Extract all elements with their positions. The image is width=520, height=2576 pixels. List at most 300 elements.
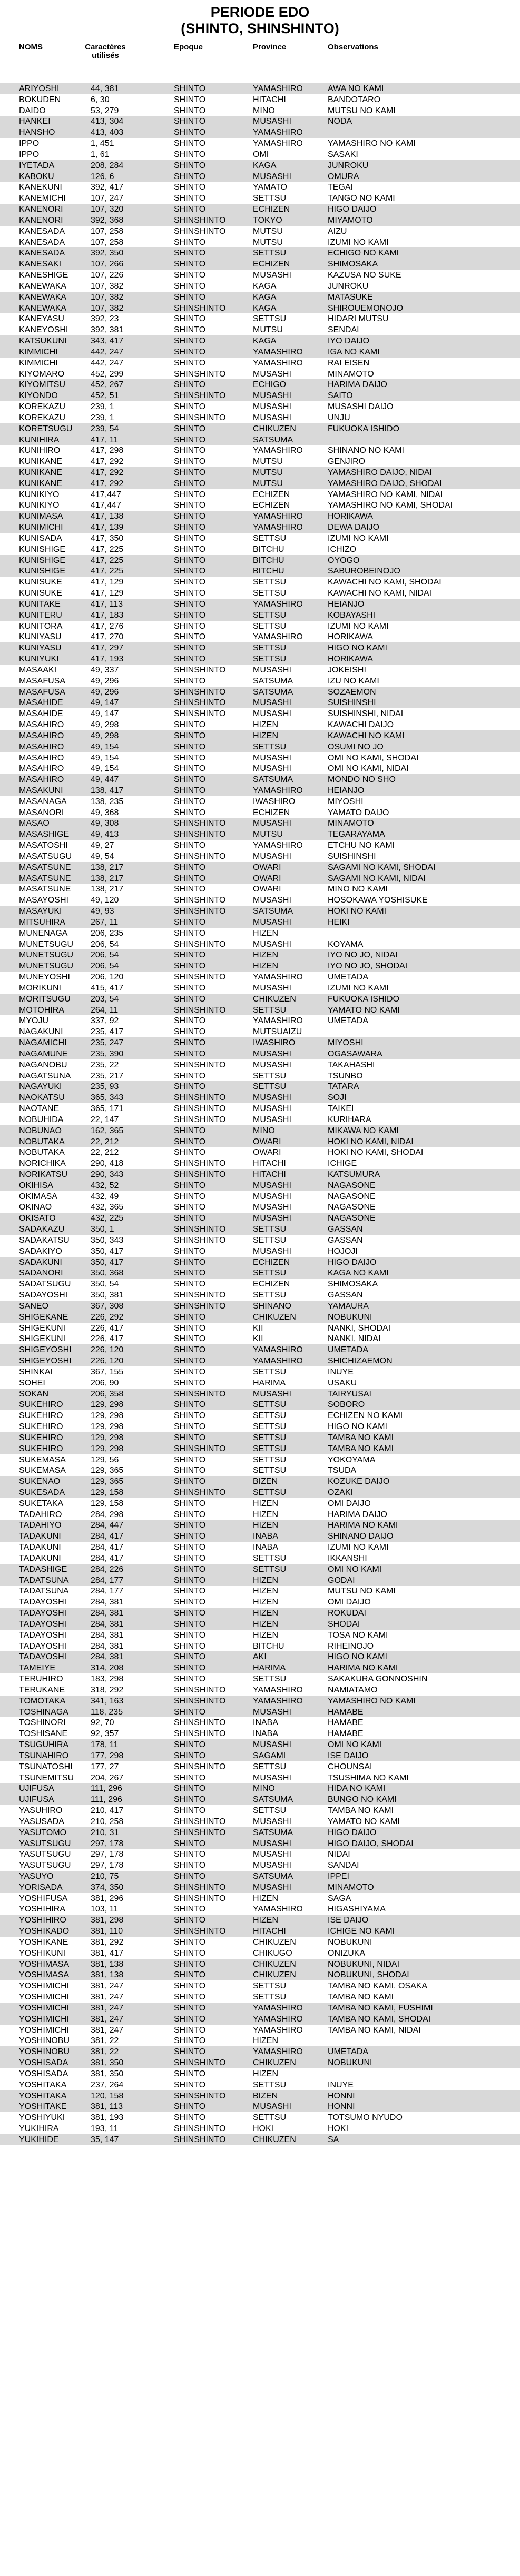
cell-name: TADAYOSHI <box>19 1630 67 1640</box>
cell-province: MUSASHI <box>253 917 291 927</box>
cell-observations: SOZAEMON <box>328 687 376 697</box>
cell-province: OWARI <box>253 1148 281 1157</box>
cell-observations: IKKANSHI <box>328 1553 367 1563</box>
cell-province: HIZEN <box>253 1510 278 1519</box>
page-subtitle: (SHINTO, SHINSHINTO) <box>181 21 339 36</box>
cell-characters: 49, 296 <box>91 687 119 697</box>
cell-province: SETTSU <box>253 1422 287 1432</box>
cell-name: MASAYOSHI <box>19 896 68 905</box>
table-row <box>0 2035 520 2046</box>
cell-characters: 381, 113 <box>91 2102 123 2112</box>
cell-name: NAGAYUKI <box>19 1082 62 1092</box>
cell-name: YUKIHIDE <box>19 2135 59 2144</box>
cell-characters: 381, 247 <box>91 2003 124 2013</box>
cell-characters: 381, 417 <box>91 1948 124 1958</box>
cell-observations: MUSASHI DAIJO <box>328 402 394 412</box>
cell-characters: 49, 54 <box>91 851 114 861</box>
table-row <box>0 1542 520 1553</box>
cell-observations: MINAMOTO <box>328 819 374 828</box>
cell-province: YAMATO <box>253 183 287 192</box>
cell-characters: 129, 56 <box>91 1455 119 1464</box>
table-row <box>0 1465 520 1476</box>
cell-observations: MUTSU NO KAMI <box>328 106 396 115</box>
cell-characters: 49, 368 <box>91 808 119 817</box>
cell-era: SHINTO <box>174 599 206 609</box>
cell-characters: 1, 61 <box>91 150 110 159</box>
cell-name: KANEWAKA <box>19 292 67 302</box>
cell-province: HITACHI <box>253 95 286 104</box>
table-row <box>0 160 520 171</box>
cell-characters: 417, 225 <box>91 556 124 565</box>
cell-characters: 203, 54 <box>91 994 119 1004</box>
cell-characters: 235, 93 <box>91 1082 119 1092</box>
table-row <box>0 818 520 829</box>
table-row <box>0 1520 520 1531</box>
cell-name: KIMMICHI <box>19 358 58 368</box>
cell-characters: 381, 298 <box>91 1916 124 1925</box>
cell-characters: 183, 298 <box>91 1675 124 1684</box>
cell-era: SHINTO <box>174 1433 206 1442</box>
cell-province: YAMASHIRO <box>253 512 303 521</box>
cell-era: SHINSHINTO <box>174 2135 226 2144</box>
cell-characters: 350, 381 <box>91 1291 124 1300</box>
cell-observations: SUISHINSHI <box>328 698 376 708</box>
cell-province: ECHIZEN <box>253 205 290 214</box>
table-row <box>0 303 520 314</box>
cell-era: SHINSHINTO <box>174 1828 226 1837</box>
cell-name: TADAYOSHI <box>19 1641 67 1651</box>
cell-name: SHIGEKANE <box>19 1312 68 1322</box>
cell-era: SHINTO <box>174 325 206 335</box>
cell-era: SHINTO <box>174 1630 206 1640</box>
table-row <box>0 2025 520 2036</box>
cell-province: IWASHIRO <box>253 1038 296 1048</box>
cell-era: SHINTO <box>174 1411 206 1421</box>
cell-era: SHINTO <box>174 2102 206 2112</box>
cell-province: MUSASHI <box>253 1115 291 1124</box>
table-row <box>0 960 520 972</box>
cell-era: SHINTO <box>174 1356 206 1366</box>
cell-era: SHINTO <box>174 424 206 433</box>
cell-province: SETTSU <box>253 1400 287 1410</box>
table-row <box>0 1378 520 1389</box>
cell-name: NAGAKUNI <box>19 1027 63 1037</box>
cell-characters: 350, 343 <box>91 1235 124 1245</box>
cell-observations: OMI DAIJO <box>328 1499 371 1508</box>
cell-province: MUSASHI <box>253 1214 291 1223</box>
cell-province: MUSASHI <box>253 1093 291 1103</box>
cell-era: SHINSHINTO <box>174 303 226 313</box>
cell-era: SHINSHINTO <box>174 1685 226 1695</box>
table-row <box>0 1805 520 1816</box>
cell-province: MUSASHI <box>253 764 291 774</box>
cell-era: SHINTO <box>174 676 206 686</box>
cell-era: SHINTO <box>174 2025 206 2035</box>
cell-characters: 129, 365 <box>91 1477 124 1487</box>
cell-observations: OMI NO KAMI <box>328 1740 382 1750</box>
header-province: Province <box>253 43 287 52</box>
cell-era: SHINSHINTO <box>174 1444 226 1453</box>
cell-name: MASANORI <box>19 808 64 817</box>
cell-characters: 284, 381 <box>91 1641 124 1651</box>
cell-characters: 53, 279 <box>91 106 119 115</box>
table-row <box>0 2068 520 2079</box>
cell-province: MUSASHI <box>253 1181 291 1190</box>
cell-name: BOKUDEN <box>19 95 61 104</box>
cell-observations: HIGO NO KAMI <box>328 643 387 653</box>
table-row <box>0 1608 520 1619</box>
cell-era: SHINTO <box>174 150 206 159</box>
table-row <box>0 1389 520 1400</box>
cell-characters: 210, 75 <box>91 1871 119 1881</box>
cell-province: SETTSU <box>253 1553 287 1563</box>
cell-observations: AIZU <box>328 226 347 236</box>
cell-observations: YAMAURA <box>328 1301 369 1311</box>
cell-era: SHINTO <box>174 1532 206 1541</box>
cell-name: KUNIKANE <box>19 457 62 467</box>
cell-observations: ICHIZO <box>328 544 357 554</box>
cell-name: MOTOHIRA <box>19 1005 64 1015</box>
cell-name: NOBUHIDA <box>19 1115 64 1124</box>
cell-characters: 452, 51 <box>91 391 119 401</box>
cell-observations: SHICHIZAEMON <box>328 1356 393 1366</box>
cell-characters: 206, 54 <box>91 939 119 949</box>
cell-era: SHINTO <box>174 808 206 817</box>
cell-name: MASAHIRO <box>19 753 64 762</box>
cell-characters: 138, 235 <box>91 797 124 806</box>
cell-characters: 350, 54 <box>91 1280 119 1289</box>
cell-province: SETTSU <box>253 1291 287 1300</box>
cell-province: YAMASHIRO <box>253 128 303 137</box>
cell-name: SADAKUNI <box>19 1257 62 1267</box>
cell-province: MUTSU <box>253 830 283 839</box>
cell-characters: 284, 381 <box>91 1598 124 1607</box>
cell-era: SHINSHINTO <box>174 413 226 422</box>
table-row <box>0 1531 520 1542</box>
table-row <box>0 1553 520 1564</box>
table-row <box>0 1290 520 1301</box>
cell-province: CHIKUZEN <box>253 994 296 1004</box>
cell-era: SHINTO <box>174 1619 206 1629</box>
cell-name: YASUYO <box>19 1871 54 1881</box>
table-row <box>0 105 520 116</box>
cell-observations: HAMABE <box>328 1707 364 1717</box>
cell-era: SHINTO <box>174 1598 206 1607</box>
table-row <box>0 1267 520 1279</box>
cell-province: SETTSU <box>253 1564 287 1574</box>
cell-name: TADAKUNI <box>19 1543 61 1552</box>
table-row <box>0 1092 520 1103</box>
cell-characters: 129, 158 <box>91 1488 124 1497</box>
cell-province: SETTSU <box>253 249 287 258</box>
cell-name: MORIKUNI <box>19 983 61 993</box>
cell-characters: 226, 417 <box>91 1323 124 1333</box>
table-row <box>0 884 520 895</box>
table-row <box>0 1202 520 1213</box>
cell-characters: 417, 298 <box>91 446 124 455</box>
cell-era: SHINTO <box>174 1455 206 1464</box>
cell-characters: 235, 22 <box>91 1060 119 1069</box>
table-row <box>0 489 520 500</box>
table-row <box>0 1213 520 1224</box>
cell-era: SHINTO <box>174 194 206 203</box>
table-row <box>0 445 520 456</box>
cell-name: YASUTSUGU <box>19 1839 71 1848</box>
table-row <box>0 324 520 335</box>
cell-observations: INUYE <box>328 1367 354 1376</box>
cell-province: SETTSU <box>253 314 287 324</box>
cell-era: SHINSHINTO <box>174 1225 226 1234</box>
cell-era: SHINTO <box>174 1916 206 1925</box>
cell-observations: TANGO NO KAMI <box>328 194 395 203</box>
cell-characters: 442, 247 <box>91 358 124 368</box>
cell-province: SETTSU <box>253 1455 287 1464</box>
cell-observations: HOJOJI <box>328 1246 358 1256</box>
cell-province: BITCHU <box>253 1641 284 1651</box>
cell-era: SHINTO <box>174 589 206 598</box>
cell-observations: NAGASONE <box>328 1192 376 1201</box>
cell-era: SHINTO <box>174 1280 206 1289</box>
table-row <box>0 928 520 939</box>
cell-observations: ICHIGE NO KAMI <box>328 1927 395 1936</box>
cell-observations: TAMBA NO KAMI, NIDAI <box>328 2025 421 2035</box>
cell-province: TOKYO <box>253 215 282 225</box>
table-row <box>0 972 520 983</box>
cell-observations: YAMASHIRO DAIJO, NIDAI <box>328 468 432 477</box>
cell-name: ARIYOSHI <box>19 84 60 93</box>
cell-era: SHINSHINTO <box>174 1291 226 1300</box>
table-row <box>0 390 520 401</box>
cell-era: SHINSHINTO <box>174 830 226 839</box>
cell-era: SHINSHINTO <box>174 1718 226 1728</box>
table-row <box>0 358 520 369</box>
table-row <box>0 873 520 884</box>
table-row <box>0 1454 520 1465</box>
table-row <box>0 478 520 489</box>
cell-name: HANKEI <box>19 117 51 126</box>
cell-name: YOSHIMICHI <box>19 1993 70 2002</box>
cell-observations: KATSUMURA <box>328 1170 380 1179</box>
cell-name: YOSHIYUKI <box>19 2113 65 2123</box>
cell-characters: 417,447 <box>91 501 121 510</box>
cell-characters: 381, 247 <box>91 2014 124 2024</box>
cell-name: IYETADA <box>19 161 55 170</box>
cell-name: MASAHIDE <box>19 698 63 708</box>
cell-era: SHINTO <box>174 2113 206 2123</box>
table-row <box>0 1344 520 1355</box>
table-row <box>0 555 520 566</box>
cell-characters: 129, 298 <box>91 1400 124 1410</box>
table-row <box>0 2003 520 2014</box>
table-row <box>0 1926 520 1937</box>
cell-name: TADAYOSHI <box>19 1609 67 1618</box>
cell-era: SHINTO <box>174 1049 206 1058</box>
cell-province: MUSASHI <box>253 698 291 708</box>
cell-name: KUNIMASA <box>19 512 63 521</box>
cell-characters: 417, 292 <box>91 457 124 467</box>
table-row <box>0 511 520 522</box>
cell-characters: 290, 418 <box>91 1159 124 1168</box>
cell-name: KANEKUNI <box>19 183 62 192</box>
cell-characters: 417, 292 <box>91 479 124 488</box>
cell-era: SHINSHINTO <box>174 1729 226 1739</box>
cell-observations: GENJIRO <box>328 457 366 467</box>
cell-characters: 49, 147 <box>91 709 119 719</box>
cell-name: SHINKAI <box>19 1367 53 1376</box>
cell-era: SHINTO <box>174 962 206 971</box>
cell-name: YOSHINOBU <box>19 2047 70 2057</box>
cell-name: MASATSUNE <box>19 863 71 872</box>
cell-province: MUSASHI <box>253 983 291 993</box>
cell-era: SHINTO <box>174 1510 206 1519</box>
cell-era: SHINTO <box>174 1312 206 1322</box>
cell-observations: JUNROKU <box>328 161 369 170</box>
cell-province: HIZEN <box>253 1619 278 1629</box>
cell-era: SHINTO <box>174 841 206 850</box>
cell-characters: 417, 113 <box>91 599 123 609</box>
cell-name: KANEWAKA <box>19 303 67 313</box>
cell-era: SHINTO <box>174 1345 206 1355</box>
cell-observations: HONNI <box>328 2091 355 2101</box>
cell-era: SHINTO <box>174 1850 206 1859</box>
cell-characters: 392, 368 <box>91 215 124 225</box>
cell-name: KUNISHIGE <box>19 544 66 554</box>
cell-province: CHIKUZEN <box>253 424 296 433</box>
cell-era: SHINTO <box>174 917 206 927</box>
cell-name: TERUHIRO <box>19 1675 63 1684</box>
cell-province: MUSASHI <box>253 1707 291 1717</box>
cell-characters: 392, 23 <box>91 314 119 324</box>
cell-era: SHINTO <box>174 753 206 762</box>
cell-observations: HORIKAWA <box>328 655 373 664</box>
cell-observations: TAMBA NO KAMI <box>328 1433 394 1442</box>
cell-era: SHINTO <box>174 347 206 356</box>
cell-name: KUNIYASU <box>19 643 62 653</box>
table-row <box>0 676 520 687</box>
table-row <box>0 1937 520 1948</box>
cell-characters: 350, 417 <box>91 1246 124 1256</box>
cell-province: YAMASHIRO <box>253 139 303 148</box>
table-row <box>0 807 520 818</box>
cell-province: ECHIGO <box>253 380 287 390</box>
cell-observations: NANKI, SHODAI <box>328 1323 391 1333</box>
cell-name: TERUKANE <box>19 1685 65 1695</box>
cell-characters: 350, 1 <box>91 1225 114 1234</box>
cell-name: MUNEYOSHI <box>19 973 70 982</box>
cell-name: KUNITAKE <box>19 599 61 609</box>
cell-observations: NODA <box>328 117 352 126</box>
cell-observations: ISE DAIJO <box>328 1751 369 1760</box>
cell-province: SETTSU <box>253 643 287 653</box>
cell-observations: NANKI, NIDAI <box>328 1334 381 1344</box>
header-epoque: Epoque <box>174 43 203 52</box>
cell-characters: 129, 298 <box>91 1422 124 1432</box>
cell-era: SHINTO <box>174 336 206 346</box>
cell-province: CHIKUGO <box>253 1948 292 1958</box>
cell-characters: 49, 120 <box>91 896 119 905</box>
cell-era: SHINSHINTO <box>174 226 226 236</box>
cell-province: HIZEN <box>253 1587 278 1596</box>
cell-name: KUNISUKE <box>19 589 62 598</box>
cell-characters: 392, 381 <box>91 325 124 335</box>
cell-observations: SASAKI <box>328 150 358 159</box>
cell-era: SHINTO <box>174 2047 206 2057</box>
cell-characters: 226, 120 <box>91 1345 124 1355</box>
cell-characters: 381, 22 <box>91 2047 119 2057</box>
cell-province: CHIKUZEN <box>253 1937 296 1947</box>
cell-name: KUNIMICHI <box>19 523 63 532</box>
table-row <box>0 796 520 807</box>
cell-observations: YAMASHIRO NO KAMI, SHODAI <box>328 501 453 510</box>
cell-characters: 177, 298 <box>91 1751 124 1760</box>
cell-era: SHINTO <box>174 161 206 170</box>
cell-era: SHINTO <box>174 457 206 467</box>
cell-observations: TOSA NO KAMI <box>328 1630 388 1640</box>
cell-era: SHINTO <box>174 117 206 126</box>
cell-name: MASATSUNE <box>19 874 71 883</box>
cell-province: MUSASHI <box>253 1246 291 1256</box>
table-row <box>0 1443 520 1454</box>
cell-characters: 49, 296 <box>91 676 119 686</box>
cell-observations: KOBAYASHI <box>328 610 376 620</box>
cell-observations: TAMBA NO KAMI, OSAKA <box>328 1981 428 1991</box>
cell-province: SETTSU <box>253 533 287 543</box>
cell-characters: 350, 368 <box>91 1269 124 1278</box>
cell-characters: 432, 49 <box>91 1192 119 1201</box>
cell-observations: JUNROKU <box>328 281 369 291</box>
cell-observations: HOKI <box>328 2124 349 2134</box>
cell-observations: UMETADA <box>328 2047 369 2057</box>
cell-province: MUSASHI <box>253 1104 291 1114</box>
cell-characters: 129, 298 <box>91 1444 124 1453</box>
table-row <box>0 1904 520 1915</box>
cell-name: YASUTOMO <box>19 1828 67 1837</box>
table-row <box>0 665 520 676</box>
cell-era: SHINTO <box>174 1576 206 1585</box>
cell-characters: 237, 264 <box>91 2080 124 2089</box>
cell-observations: MINAMOTO <box>328 369 374 379</box>
cell-name: MASAHIRO <box>19 731 64 740</box>
cell-name: TSUNATOSHI <box>19 1762 73 1771</box>
cell-observations: HIGO NO KAMI <box>328 1422 387 1432</box>
cell-province: MUSASHI <box>253 665 291 675</box>
cell-name: KANESADA <box>19 226 65 236</box>
cell-name: SADATSUGU <box>19 1280 71 1289</box>
cell-observations: SAGAMI NO KAMI, NIDAI <box>328 874 426 883</box>
cell-observations: GASSAN <box>328 1225 363 1234</box>
cell-province: SATSUMA <box>253 1795 293 1805</box>
cell-observations: YAMATO NO KAMI <box>328 1005 400 1015</box>
cell-province: YAMASHIRO <box>253 1345 303 1355</box>
cell-province: MUTSUAIZU <box>253 1027 302 1037</box>
cell-province: ECHIZEN <box>253 501 290 510</box>
table-row <box>0 467 520 478</box>
cell-era: SHINSHINTO <box>174 391 226 401</box>
cell-province: SATSUMA <box>253 1871 293 1881</box>
cell-characters: 107, 247 <box>91 194 124 203</box>
table-row <box>0 829 520 840</box>
cell-characters: 1, 451 <box>91 139 114 148</box>
cell-name: SHIGEKUNI <box>19 1334 66 1344</box>
table-row <box>0 1992 520 2003</box>
table-row <box>0 653 520 665</box>
cell-observations: KURIHARA <box>328 1115 371 1124</box>
cell-characters: 267, 11 <box>91 917 119 927</box>
table-row <box>0 949 520 960</box>
cell-name: OKIMASA <box>19 1192 57 1201</box>
cell-name: YOSHIMASA <box>19 1959 70 1969</box>
cell-province: SETTSU <box>253 1675 287 1684</box>
